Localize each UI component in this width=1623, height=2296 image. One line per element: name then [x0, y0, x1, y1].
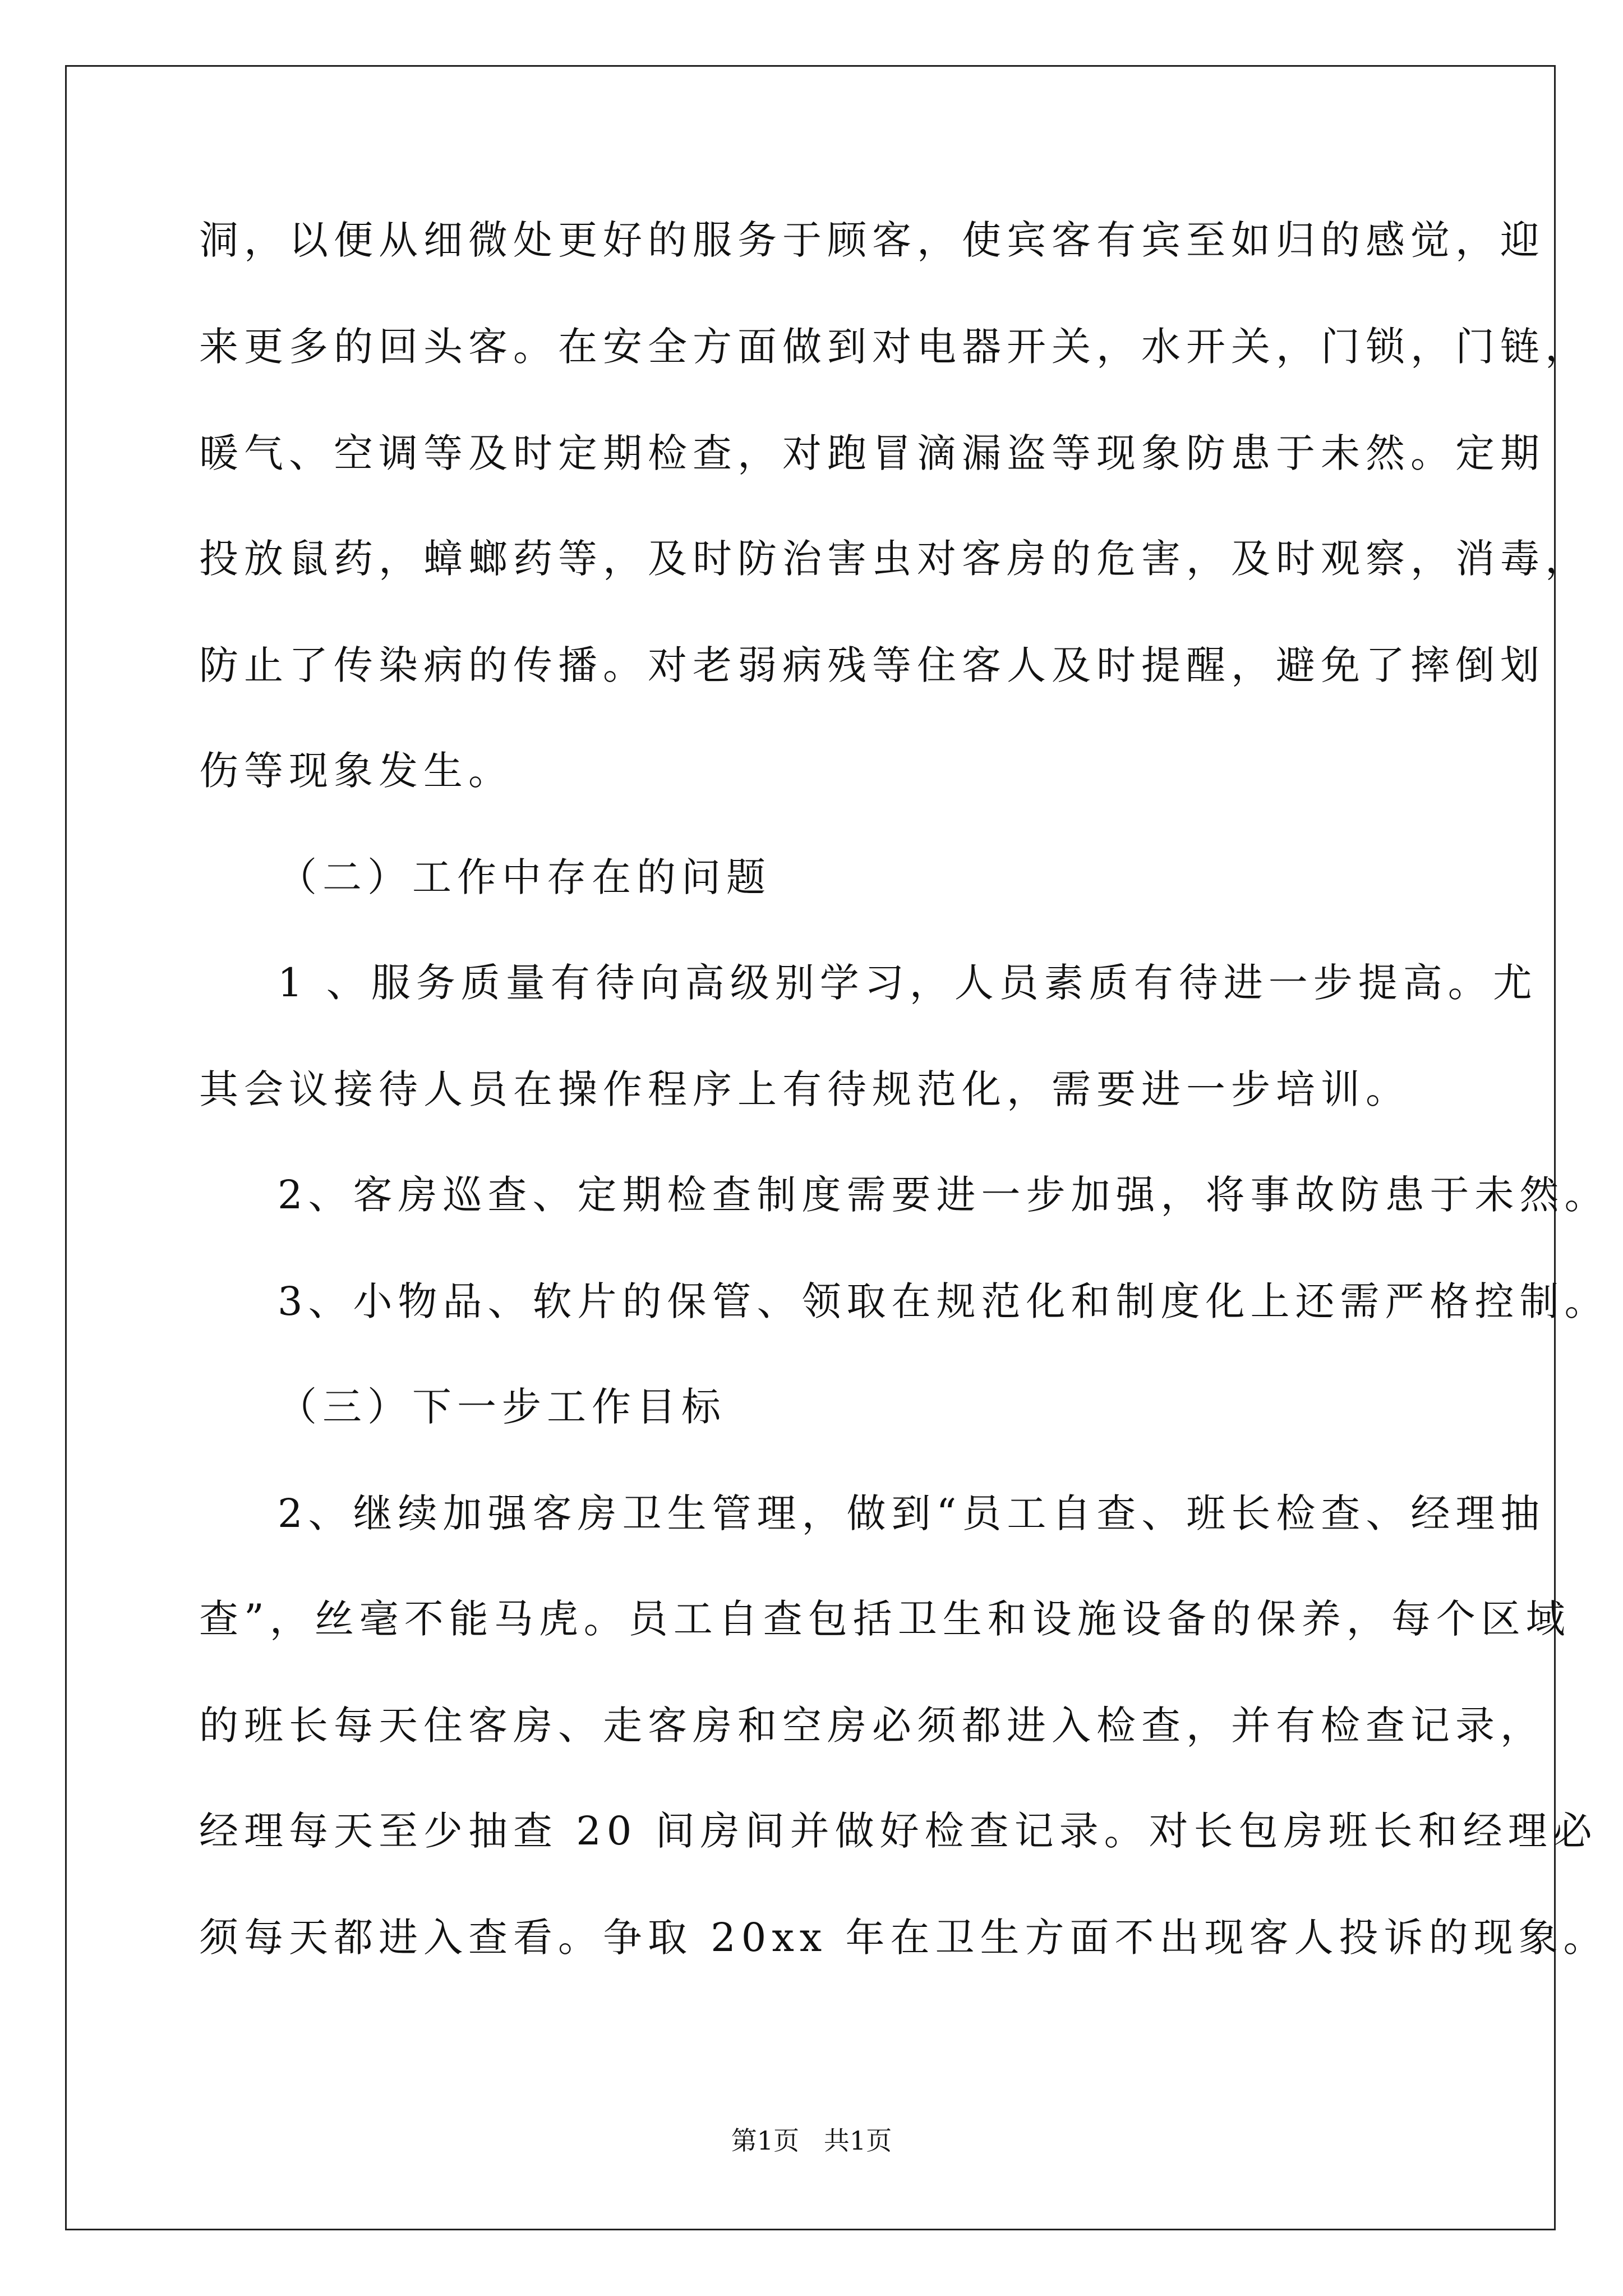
body-line: 的班长每天住客房、走客房和空房必须都进入检查，并有检查记录，	[199, 1703, 1545, 1749]
list-item: 1 、服务质量有待向高级别学习，人员素质有待进一步提高。尤	[278, 960, 1538, 1006]
page-footer: 第1页 共1页	[731, 2125, 892, 2156]
section-heading: （三）下一步工作目标	[278, 1384, 726, 1430]
body-line: 伤等现象发生。	[199, 748, 513, 794]
body-line: 防止了传染病的传播。对老弱病残等住客人及时提醒，避免了摔倒划	[199, 642, 1545, 688]
list-item: 2、继续加强客房卫生管理，做到“员工自查、班长检查、经理抽	[278, 1490, 1546, 1536]
list-item: 3、小物品、软片的保管、领取在规范化和制度化上还需严格控制。	[278, 1278, 1610, 1324]
body-line: 其会议接待人员在操作程序上有待规范化，需要进一步培训。	[199, 1066, 1410, 1112]
list-item: 2、客房巡查、定期检查制度需要进一步加强，将事故防患于未然。	[278, 1172, 1610, 1218]
body-line: 须每天都进入查看。争取 20xx 年在卫生方面不出现客人投诉的现象。	[199, 1915, 1608, 1961]
body-line: 经理每天至少抽查 20 间房间并做好检查记录。对长包房班长和经理必	[199, 1808, 1598, 1854]
body-line: 查”，丝毫不能马虎。员工自查包括卫生和设施设备的保养，每个区域	[199, 1596, 1571, 1642]
body-line: 暖气、空调等及时定期检查，对跑冒滴漏盗等现象防患于未然。定期	[199, 430, 1545, 476]
page-border	[65, 65, 1556, 2230]
body-line: 洞，以便从细微处更好的服务于顾客，使宾客有宾至如归的感觉，迎	[199, 217, 1545, 263]
body-line: 投放鼠药，蟑螂药等，及时防治害虫对客房的危害，及时观察，消毒，	[199, 536, 1590, 582]
body-line: 来更多的回头客。在安全方面做到对电器开关，水开关，门锁，门链，	[199, 324, 1590, 370]
section-heading: （二）工作中存在的问题	[278, 854, 771, 900]
